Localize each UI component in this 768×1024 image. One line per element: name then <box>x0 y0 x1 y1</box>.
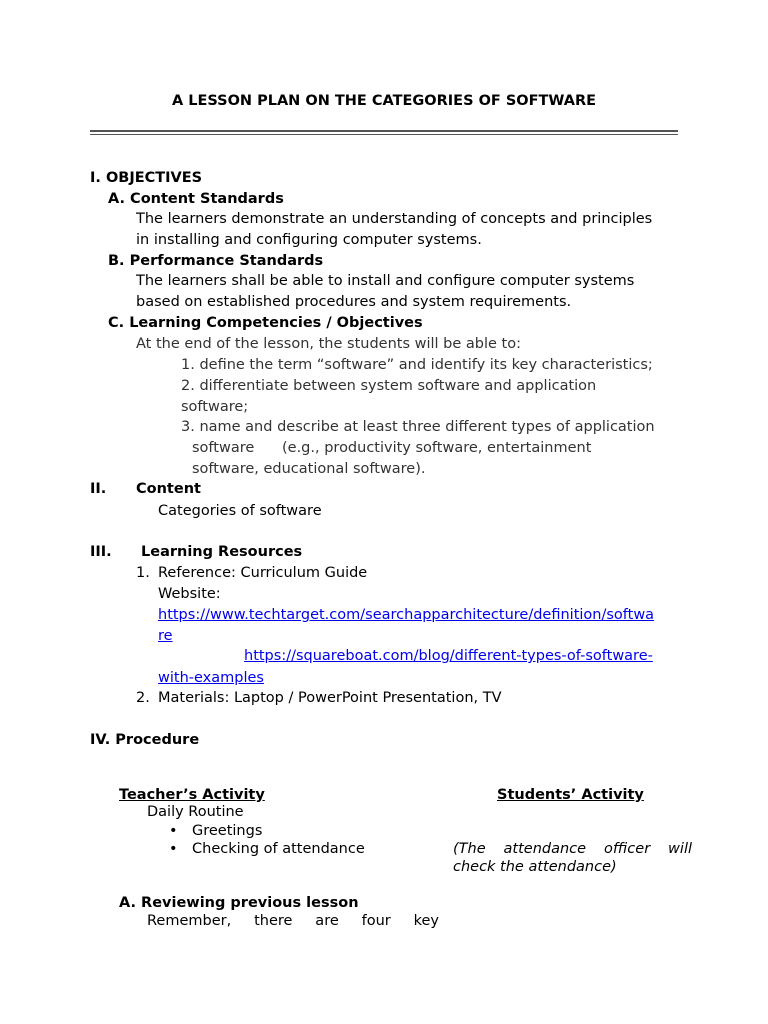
content-number: II. <box>90 481 107 497</box>
bullet-icon: • <box>169 841 178 857</box>
squareboat-link-continued[interactable]: with-examples <box>158 670 264 686</box>
objective-item-1: 1. define the term “software” and identify its key characteristics; <box>181 357 653 373</box>
resource-item-2-text: Materials: Laptop / PowerPoint Presentation, TV <box>158 690 502 706</box>
page-title: A LESSON PLAN ON THE CATEGORIES OF SOFTWARE <box>171 93 597 109</box>
daily-routine-label: Daily Routine <box>147 804 244 820</box>
objective-item-3-line-2b: (e.g., productivity software, entertainment <box>282 440 592 456</box>
performance-standards-line-1: The learners shall be able to install and configure computer systems <box>136 273 635 289</box>
bullet-greetings: Greetings <box>192 823 263 839</box>
objective-item-3-line-2a: software <box>192 440 255 456</box>
objective-item-3-line-3: software, educational software). <box>192 461 426 477</box>
bullet-icon: • <box>169 823 178 839</box>
content-standards-heading: A. Content Standards <box>108 191 284 207</box>
bullet-checking-attendance: Checking of attendance <box>192 841 365 857</box>
resource-item-1-number: 1. <box>136 565 150 581</box>
competencies-intro: At the end of the lesson, the students will be able to: <box>136 336 521 352</box>
objectives-heading: I. OBJECTIVES <box>90 170 203 186</box>
content-standards-line-2: in installing and configuring computer systems. <box>136 232 482 248</box>
review-text: Remember, there are four key <box>147 913 439 929</box>
student-response-line-1: (The attendance officer will <box>453 841 692 857</box>
content-text: Categories of software <box>158 503 322 519</box>
title-double-rule-top <box>90 130 678 132</box>
competencies-heading: C. Learning Competencies / Objectives <box>108 315 423 331</box>
objective-item-2-line-1: 2. differentiate between system software and application <box>181 378 597 394</box>
squareboat-link[interactable]: https://squareboat.com/blog/different-types-of-software- <box>244 648 653 664</box>
student-response-line-2: check the attendance) <box>453 859 617 875</box>
content-standards-line-1: The learners demonstrate an understanding of concepts and principles <box>136 211 653 227</box>
students-activity-header: Students’ Activity <box>497 787 644 803</box>
techtarget-link-continued[interactable]: re <box>158 628 173 644</box>
objective-item-3-line-1: 3. name and describe at least three different types of application <box>181 419 655 435</box>
techtarget-link[interactable]: https://www.techtarget.com/searchapparchitecture/definition/softwa <box>158 607 655 623</box>
content-heading: Content <box>136 481 201 497</box>
performance-standards-heading: B. Performance Standards <box>108 253 324 269</box>
performance-standards-line-2: based on established procedures and system requirements. <box>136 294 572 310</box>
review-heading: A. Reviewing previous lesson <box>119 895 359 911</box>
website-label: Website: <box>158 586 221 602</box>
resource-item-2-number: 2. <box>136 690 150 706</box>
procedure-heading: IV. Procedure <box>90 732 200 748</box>
title-double-rule-bottom <box>90 134 678 135</box>
resource-item-1-text: Reference: Curriculum Guide <box>158 565 368 581</box>
teacher-activity-header: Teacher’s Activity <box>119 787 265 803</box>
resources-number: III. <box>90 544 112 560</box>
objective-item-2-line-2: software; <box>181 399 249 415</box>
resources-heading: Learning Resources <box>141 544 303 560</box>
